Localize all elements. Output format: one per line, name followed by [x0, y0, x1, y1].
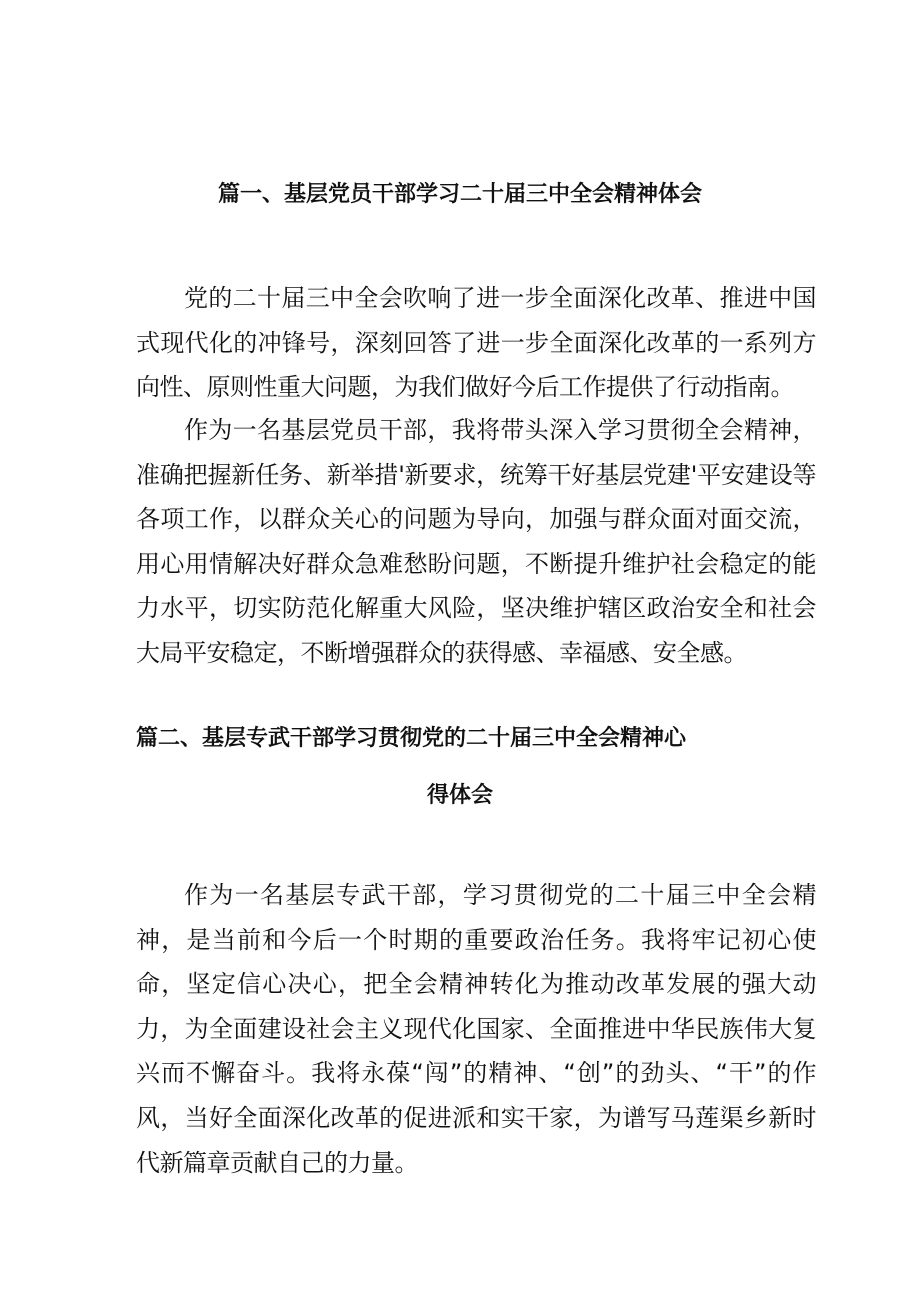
section-1-paragraph-1: 党的二十届三中全会吹响了进一步全面深化改革、推进中国式现代化的冲锋号，深刻回答了进一步全面深化改革的一系列方向性、原则性重大问题，为我们做好今后工作提供了行动指南。 — [136, 284, 816, 402]
section-2-paragraph-1: 作为一名基层专武干部，学习贯彻党的二十届三中全会精神，是当前和今后一个时期的重要政治任务。我将牢记初心使命，坚定信心决心，把全会精神转化为推动改革发展的强大动力，为全面建设社会主义现代化国家、全面推进中华民族伟大复兴而不懈奋斗。我将永葆“闯”的精神、“创”的劲头、“干”的作风，当好全面深化改革的促进派和实干家，为谱写马莲渠乡新时代新篇章贡献自己的力量。 — [136, 881, 816, 1177]
section-1-title: 篇一、基层党员干部学习二十届三中全会精神体会 — [217, 182, 702, 207]
section-2-title-line-1: 篇二、基层专武干部学习贯彻党的二十届三中全会精神心 — [136, 726, 687, 751]
section-2-title-line-2: 得体会 — [426, 783, 493, 808]
section-1-paragraph-2: 作为一名基层党员干部，我将带头深入学习贯彻全会精神，准确把握新任务、新举措'新要求，统筹干好基层党建'平安建设等各项工作，以群众关心的问题为导向，加强与群众面对面交流，用心用情解决好群众急难愁盼问题，不断提升维护社会稳定的能力水平，切实防范化解重大风险，坚决维护辖区政治安全和社会大局平安稳定，不断增强群众的获得感、幸福感、安全感。 — [136, 416, 816, 667]
